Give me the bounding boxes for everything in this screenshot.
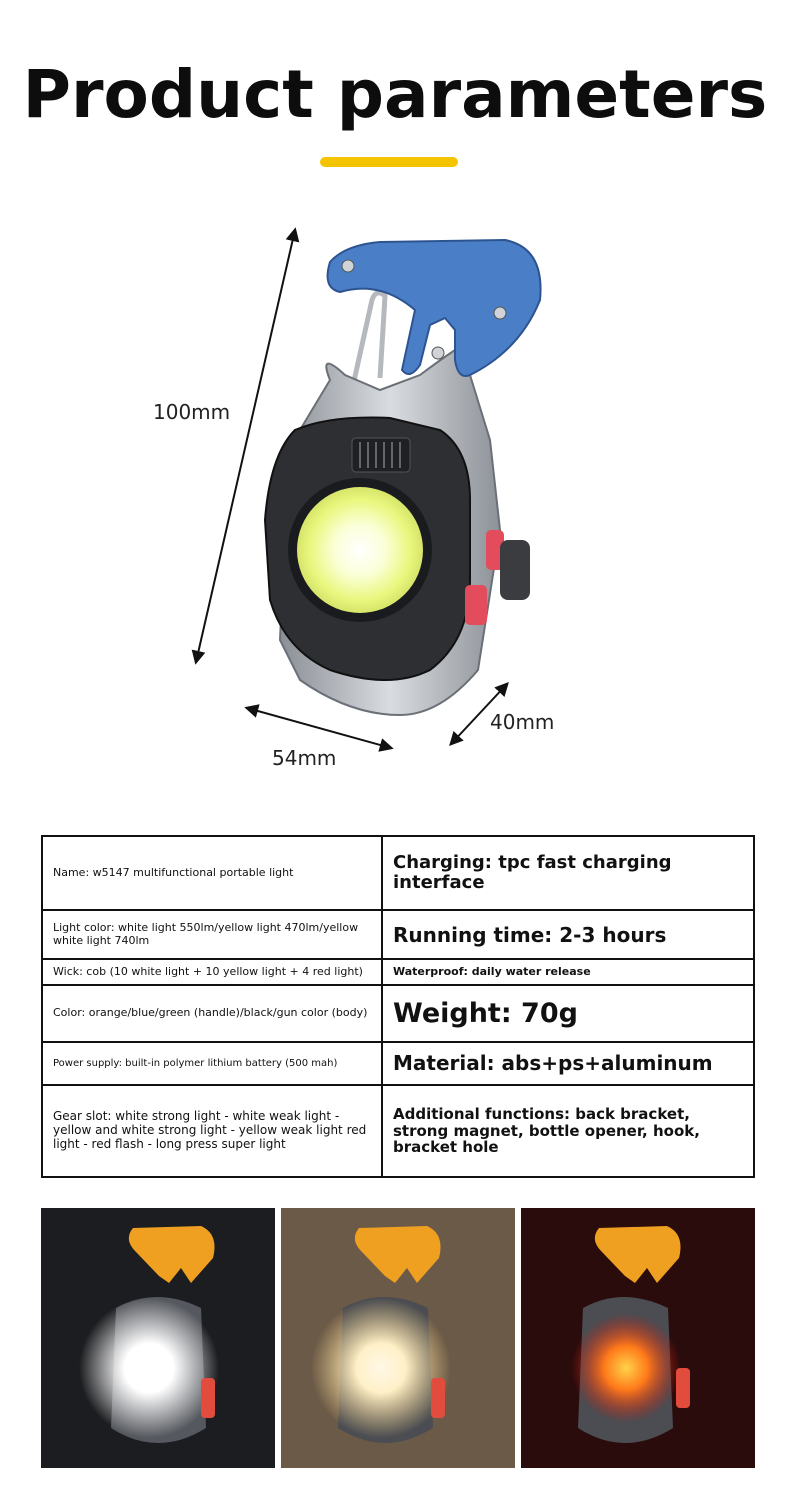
depth-label: 40mm	[490, 710, 555, 734]
table-row	[42, 1042, 754, 1085]
height-label: 100mm	[153, 400, 231, 424]
param-additional-functions: Additional functions: back bracket, strong magnet, bottle opener, hook, bracket hole	[382, 1085, 754, 1177]
param-waterproof: Waterproof: daily water release	[382, 959, 754, 985]
param-charging: Charging: tpc fast charging interface	[382, 836, 754, 910]
table-row	[42, 1085, 754, 1177]
table-row	[42, 910, 754, 959]
param-power-supply: Power supply: built-in polymer lithium battery (500 mah)	[42, 1042, 382, 1085]
parameters-table	[41, 835, 755, 1178]
photo-yellow-light	[281, 1208, 515, 1468]
product-illustration	[0, 200, 790, 800]
param-running-time: Running time: 2-3 hours	[382, 910, 754, 959]
table-row	[42, 985, 754, 1042]
table-row	[42, 959, 754, 985]
param-weight: Weight: 70g	[382, 985, 754, 1042]
photo-white-light	[41, 1208, 275, 1468]
photo-red-light	[521, 1208, 755, 1468]
param-light-color: Light color: white light 550lm/yellow light 470lm/yellow white light 740lm	[42, 910, 382, 959]
width-arrow	[247, 708, 391, 748]
param-name: Name: w5147 multifunctional portable light	[42, 836, 382, 910]
param-wick: Wick: cob (10 white light + 10 yellow light + 4 red light)	[42, 959, 382, 985]
title-underline	[320, 157, 458, 167]
param-color: Color: orange/blue/green (handle)/black/gun color (body)	[42, 985, 382, 1042]
table-row	[42, 836, 754, 910]
param-gear-slot: Gear slot: white strong light - white weak light - yellow and white strong light - yellow weak light red light - red flash - long press super light	[42, 1085, 382, 1177]
width-label: 54mm	[272, 746, 337, 770]
page-title: Product parameters	[22, 56, 768, 133]
param-material: Material: abs+ps+aluminum	[382, 1042, 754, 1085]
